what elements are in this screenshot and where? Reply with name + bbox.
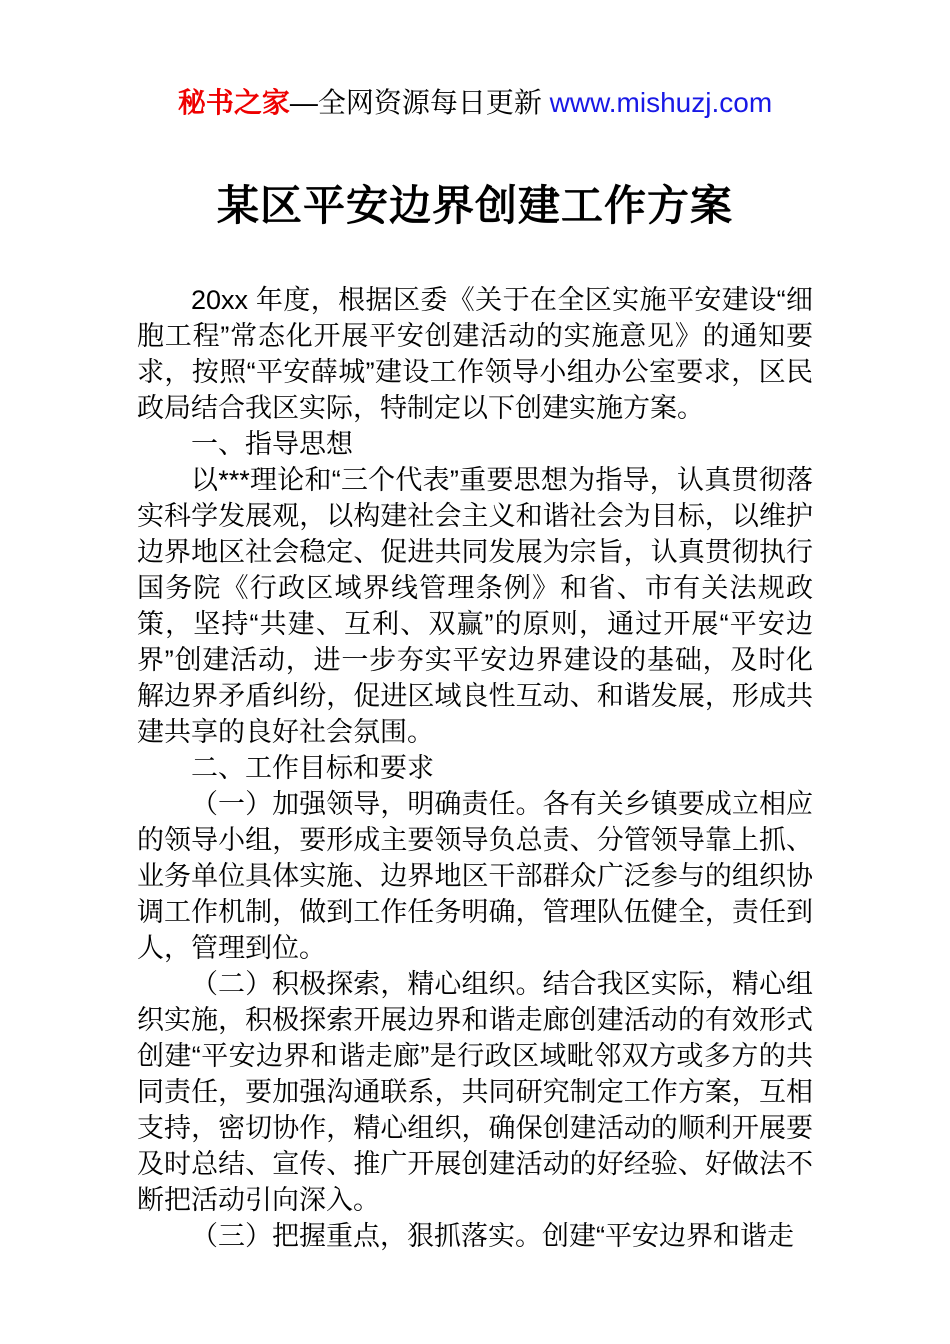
paragraph-item-2: （二）积极探索，精心组织。结合我区实际，精心组织实施，积极探索开展边界和谐走廊创建活动的有效形式创建“平安边界和谐走廊”是行政区域毗邻双方或多方的共同责任，要加强沟通联系，共同研究制定工作方案，互相支持，密切协作，精心组织，确保创建活动的顺利开展要及时总结、宣传、推广开展创建活动的好经验、好做法不断把活动引向深入。: [137, 969, 813, 1215]
site-header: [0, 0, 950, 120]
heading-guiding-ideology: 一、指导思想: [191, 429, 353, 459]
document-title: 某区平安边界创建工作方案: [216, 182, 733, 229]
header-tagline-text: —全网资源每日更新: [289, 87, 550, 118]
document-body: [137, 282, 813, 1254]
paragraph-intro: 20xx 年度，根据区委《关于在全区实施平安建设“细胞工程”常态化开展平安创建活动的实施意见》的通知要求，按照“平安薛城”建设工作领导小组办公室要求，区民政局结合我区实际，特制定以下创建实施方案。: [137, 285, 813, 423]
paragraph-guiding-ideology: 以***理论和“三个代表”重要思想为指导，认真贯彻落实科学发展观，以构建社会主义和谐社会为目标，以维护边界地区社会稳定、促进共同发展为宗旨，认真贯彻执行国务院《行政区域界线管理条例》和省、市有关法规政策，坚持“共建、互利、双赢”的原则，通过开展“平安边界”创建活动，进一步夯实平安边界建设的基础，及时化解边界矛盾纠纷，促进区域良性互动、和谐发展，形成共建共享的良好社会氛围。: [137, 465, 813, 747]
site-name-text: 秘书之家: [177, 87, 290, 118]
paragraph-item-1: （一）加强领导，明确责任。各有关乡镇要成立相应的领导小组，要形成主要领导负总责、分管领导靠上抓、业务单位具体实施、边界地区干部群众广泛参与的组织协调工作机制，做到工作任务明确，管理队伍健全，责任到人，管理到位。: [137, 789, 813, 963]
paragraph-item-3-truncated: （三）把握重点，狠抓落实。创建“平安边界和谐走: [191, 1221, 794, 1251]
site-url-link[interactable]: www.mishuzj.com: [549, 87, 773, 118]
heading-work-goals: 二、工作目标和要求: [191, 753, 434, 783]
